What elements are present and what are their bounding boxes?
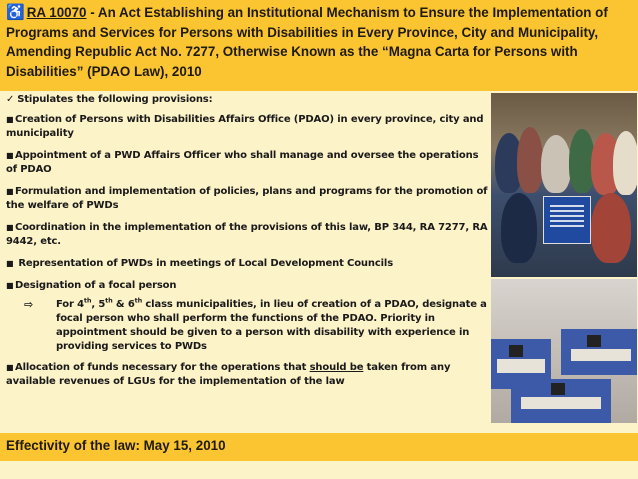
square-bullet-icon: ■	[6, 363, 14, 372]
square-bullet-icon: ■	[6, 281, 14, 290]
provision-item: ■ Coordination in the implementation of the provisions of this law, BP 344, RA 7277, RA 9442, etc.	[6, 222, 488, 247]
provision-item: ■ Representation of PWDs in meetings of Local Development Councils	[6, 258, 394, 269]
provision-item: ■ Designation of a focal person	[6, 280, 177, 291]
square-bullet-icon: ■	[6, 259, 14, 268]
provision-item: ■ Creation of Persons with Disabilities Affairs Office (PDAO) in every province, city and municipality	[6, 114, 484, 139]
law-id: RA 10070	[26, 5, 87, 20]
group-photo	[491, 93, 637, 277]
provision-item: ■ Formulation and implementation of policies, plans and programs for the promotion of the welfare of PWDs	[6, 186, 488, 211]
office-cubicles-photo	[491, 279, 637, 423]
federation-banner	[543, 196, 591, 244]
square-bullet-icon: ■	[6, 223, 14, 232]
effectivity-date: Effectivity of the law: May 15, 2010	[6, 438, 226, 453]
square-bullet-icon: ■	[6, 151, 14, 160]
effectivity-banner	[0, 433, 638, 461]
checkmark-icon: ✓	[6, 94, 15, 105]
provision-item: ■ Appointment of a PWD Affairs Officer who shall manage and oversee the operations of PDAO	[6, 150, 479, 175]
provision-item: ■ Allocation of funds necessary for the operations that should be taken from any available revenues of LGUs for the implementation of the law	[6, 362, 451, 387]
provisions-intro: ✓ Stipulates the following provisions:	[6, 94, 213, 105]
arrow-bullet-icon: ⇨	[24, 298, 34, 311]
title-banner	[0, 0, 638, 91]
wheelchair-icon: ♿	[6, 4, 25, 21]
square-bullet-icon: ■	[6, 115, 14, 124]
provisions-list	[6, 93, 488, 397]
law-title: - An Act Establishing an Institutional Mechanism to Ensure the Implementation of Programs and Services for Persons with Disabilities in Every Province, City and Municipality, Amending Republic Act No. 7277, Otherwise Known as the “Magna Carta for Persons with Disabilities” (PDAO Law), 2010	[6, 5, 608, 79]
focal-person-sub-item: ⇨ For 4th, 5th & 6th class municipalities, in lieu of creation of a PDAO, designate a focal person who shall perform the functions of the PDAO. Priority in appointment should be given to a person with disability with experience in providing services to PWDs	[24, 296, 487, 352]
square-bullet-icon: ■	[6, 187, 14, 196]
